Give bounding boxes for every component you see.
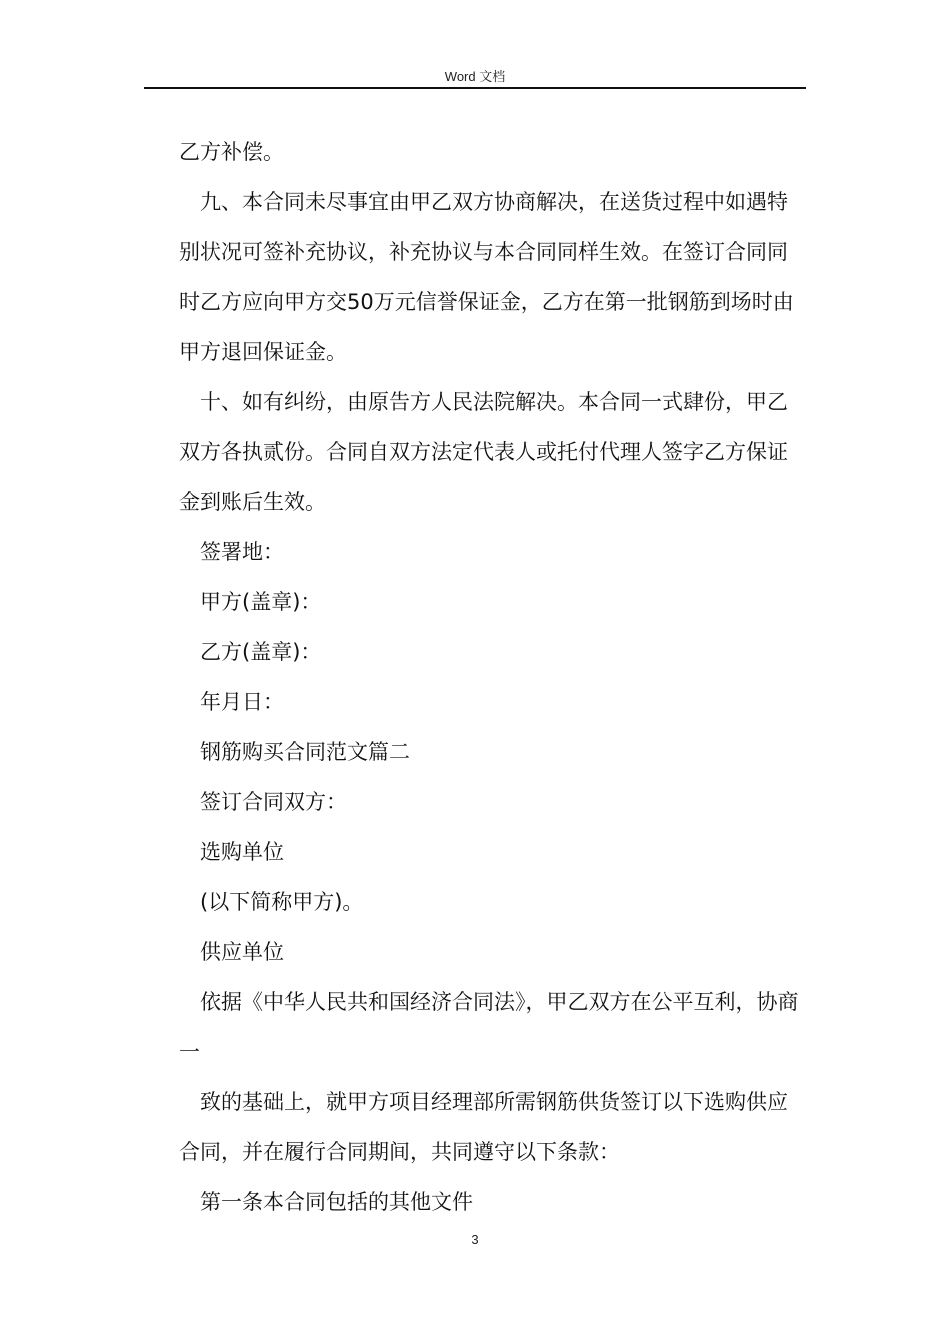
paragraph: 乙方补偿。 bbox=[179, 140, 284, 164]
paragraph: 十、如有纠纷，由原告方人民法院解决。本合同一式肆份，甲乙双方各执贰份。合同自双方法定代表人或托付代理人签字乙方保证金到账后生效。 bbox=[179, 390, 788, 514]
paragraph: 依据《中华人民共和国经济合同法》，甲乙双方在公平互利，协商一 bbox=[179, 990, 799, 1064]
paragraph: 九、本合同未尽事宜由甲乙双方协商解决，在送货过程中如遇特别状况可签补充协议，补充协议与本合同同样生效。在签订合同同时乙方应向甲方交50万元信誉保证金，乙方在第一批钢筋到场时由甲方退回保证金。 bbox=[179, 190, 794, 364]
paragraph: 选购单位 bbox=[200, 840, 284, 864]
paragraph: 签署地： bbox=[200, 540, 284, 564]
paragraph: 供应单位 bbox=[200, 940, 284, 964]
section-heading: 钢筋购买合同范文篇二 bbox=[200, 740, 410, 764]
paragraph: 签订合同双方： bbox=[200, 790, 347, 814]
paragraph: 致的基础上，就甲方项目经理部所需钢筋供货签订以下选购供应合同，并在履行合同期间，共同遵守以下条款： bbox=[179, 1090, 788, 1164]
paragraph: 乙方(盖章)： bbox=[200, 640, 322, 664]
page-header: Word 文档 bbox=[444, 69, 506, 84]
paragraph: 甲方(盖章)： bbox=[200, 590, 322, 614]
paragraph: 年月日： bbox=[200, 690, 284, 714]
header-divider bbox=[144, 87, 806, 89]
page-number: 3 bbox=[471, 1232, 479, 1247]
paragraph: 第一条本合同包括的其他文件 bbox=[200, 1190, 473, 1214]
document-body bbox=[179, 127, 807, 1227]
paragraph: (以下简称甲方)。 bbox=[200, 890, 364, 914]
